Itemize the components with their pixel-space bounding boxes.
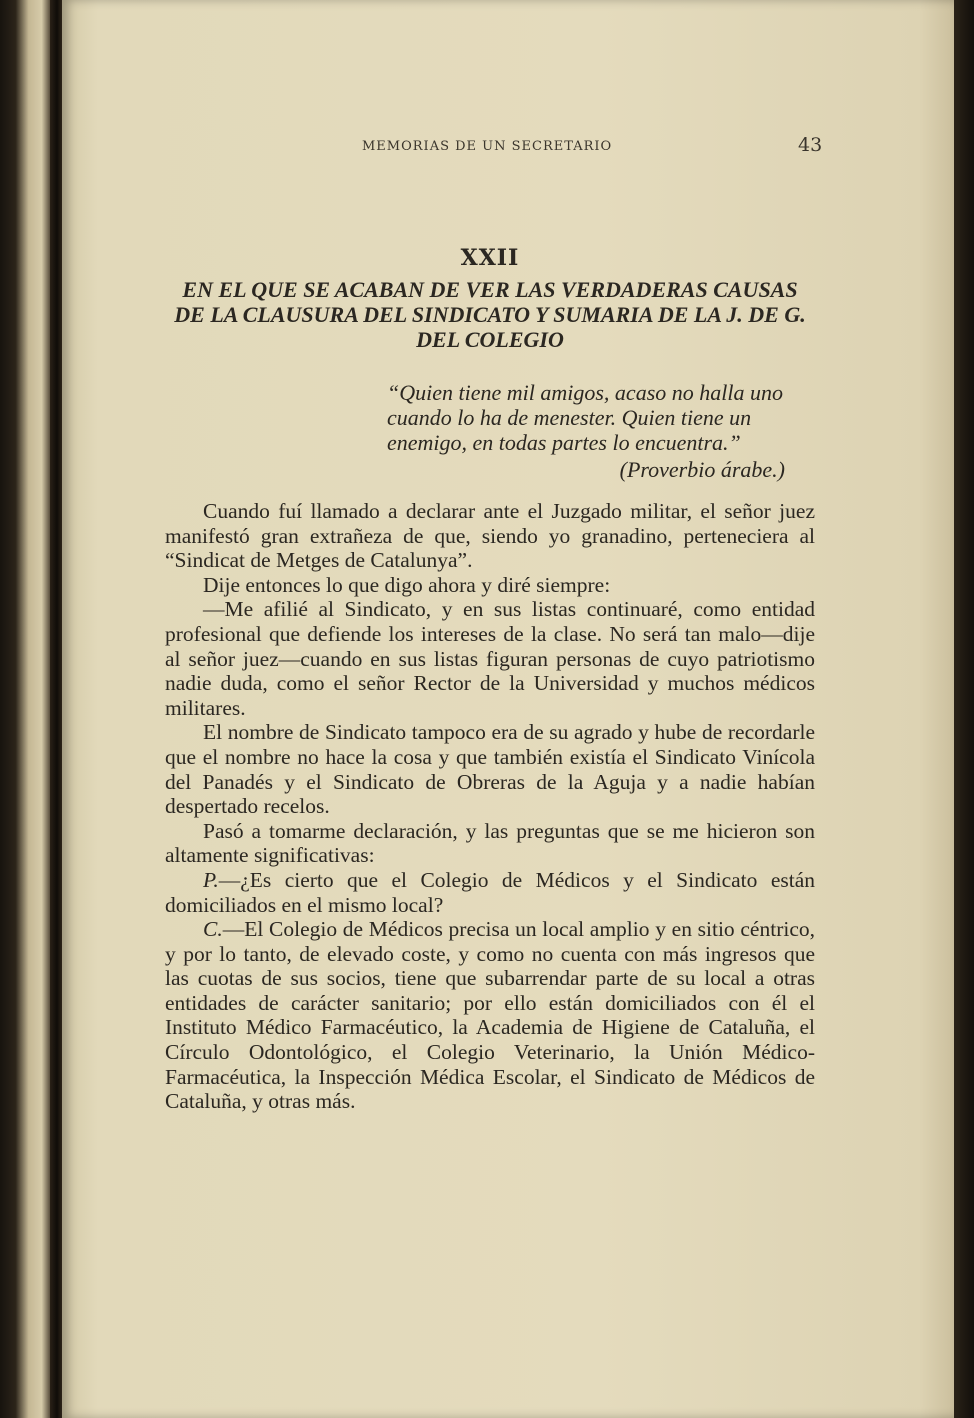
- page-content: [165, 245, 815, 1114]
- right-scan-edge: [954, 0, 974, 1418]
- facing-page-edge: [0, 0, 52, 1418]
- dialogue-text: —El Colegio de Médicos precisa un local amplio y en sitio céntrico, y por lo tanto, de elevado coste, y como no cuenta con más ingresos que las cuotas de sus socios, tiene que subarrendar parte de su local a otras entidades de carácter sanitario; por ello están domiciliados con él el Instituto Médico Farmacéutico, la Academia de Higiene de Cataluña, el Círculo Odontológico, el Colegio Veterinario, la Unión Médico-Farmacéutica, la Inspección Médica Escolar, el Sindicato de Médicos de Cataluña, y otras más.: [165, 917, 815, 1114]
- chapter-number: XXII: [460, 245, 520, 271]
- running-head: MEMORIAS DE UN SECRETARIO: [362, 139, 613, 154]
- epigraph-quote: “Quien tiene mil amigos, acaso no halla uno cuando lo ha de menester. Quien tiene un enemigo, en todas partes lo encuentra.”: [387, 380, 783, 455]
- speaker-label: P.: [203, 867, 219, 892]
- dialogue-question: [165, 868, 815, 917]
- body-text: [165, 499, 815, 1114]
- paragraph: El nombre de Sindicato tampoco era de su agrado y hube de recordarle que el nombre no hace la cosa y que también existía el Sindicato Vinícola del Panadés y el Sindicato de Obreras de la Aguja y a nadie habían despertado recelos.: [165, 720, 815, 819]
- paragraph: Cuando fuí llamado a declarar ante el Juzgado militar, el señor juez manifestó gran extrañeza de que, siendo yo granadino, perteneciera al “Sindicat de Metges de Catalunya”.: [165, 499, 815, 573]
- paragraph: —Me afilié al Sindicato, y en sus listas continuaré, como entidad profesional que defiende los intereses de la clase. No será tan malo—dije al señor juez—cuando en sus listas figuran personas de cuyo patriotismo nadie duda, como el señor Rector de la Universidad y muchos médicos militares.: [165, 597, 815, 720]
- dialogue-text: —¿Es cierto que el Colegio de Médicos y el Sindicato están domiciliados en el mismo local?: [165, 867, 815, 917]
- paragraph: Pasó a tomarme declaración, y las preguntas que se me hicieron son altamente significativas:: [165, 818, 815, 868]
- dialogue-answer: [165, 917, 815, 1114]
- paragraph: Dije entonces lo que digo ahora y diré siempre:: [203, 572, 611, 597]
- page-number: 43: [798, 134, 823, 156]
- epigraph-attribution: (Proverbio árabe.): [619, 457, 785, 482]
- speaker-label: C.: [203, 917, 223, 942]
- chapter-title: EN EL QUE SE ACABAN DE VER LAS VERDADERAS CAUSAS DE LA CLAUSURA DEL SINDICATO Y SUMARIA DE LA J. DE G. DEL COLEGIO: [174, 277, 806, 352]
